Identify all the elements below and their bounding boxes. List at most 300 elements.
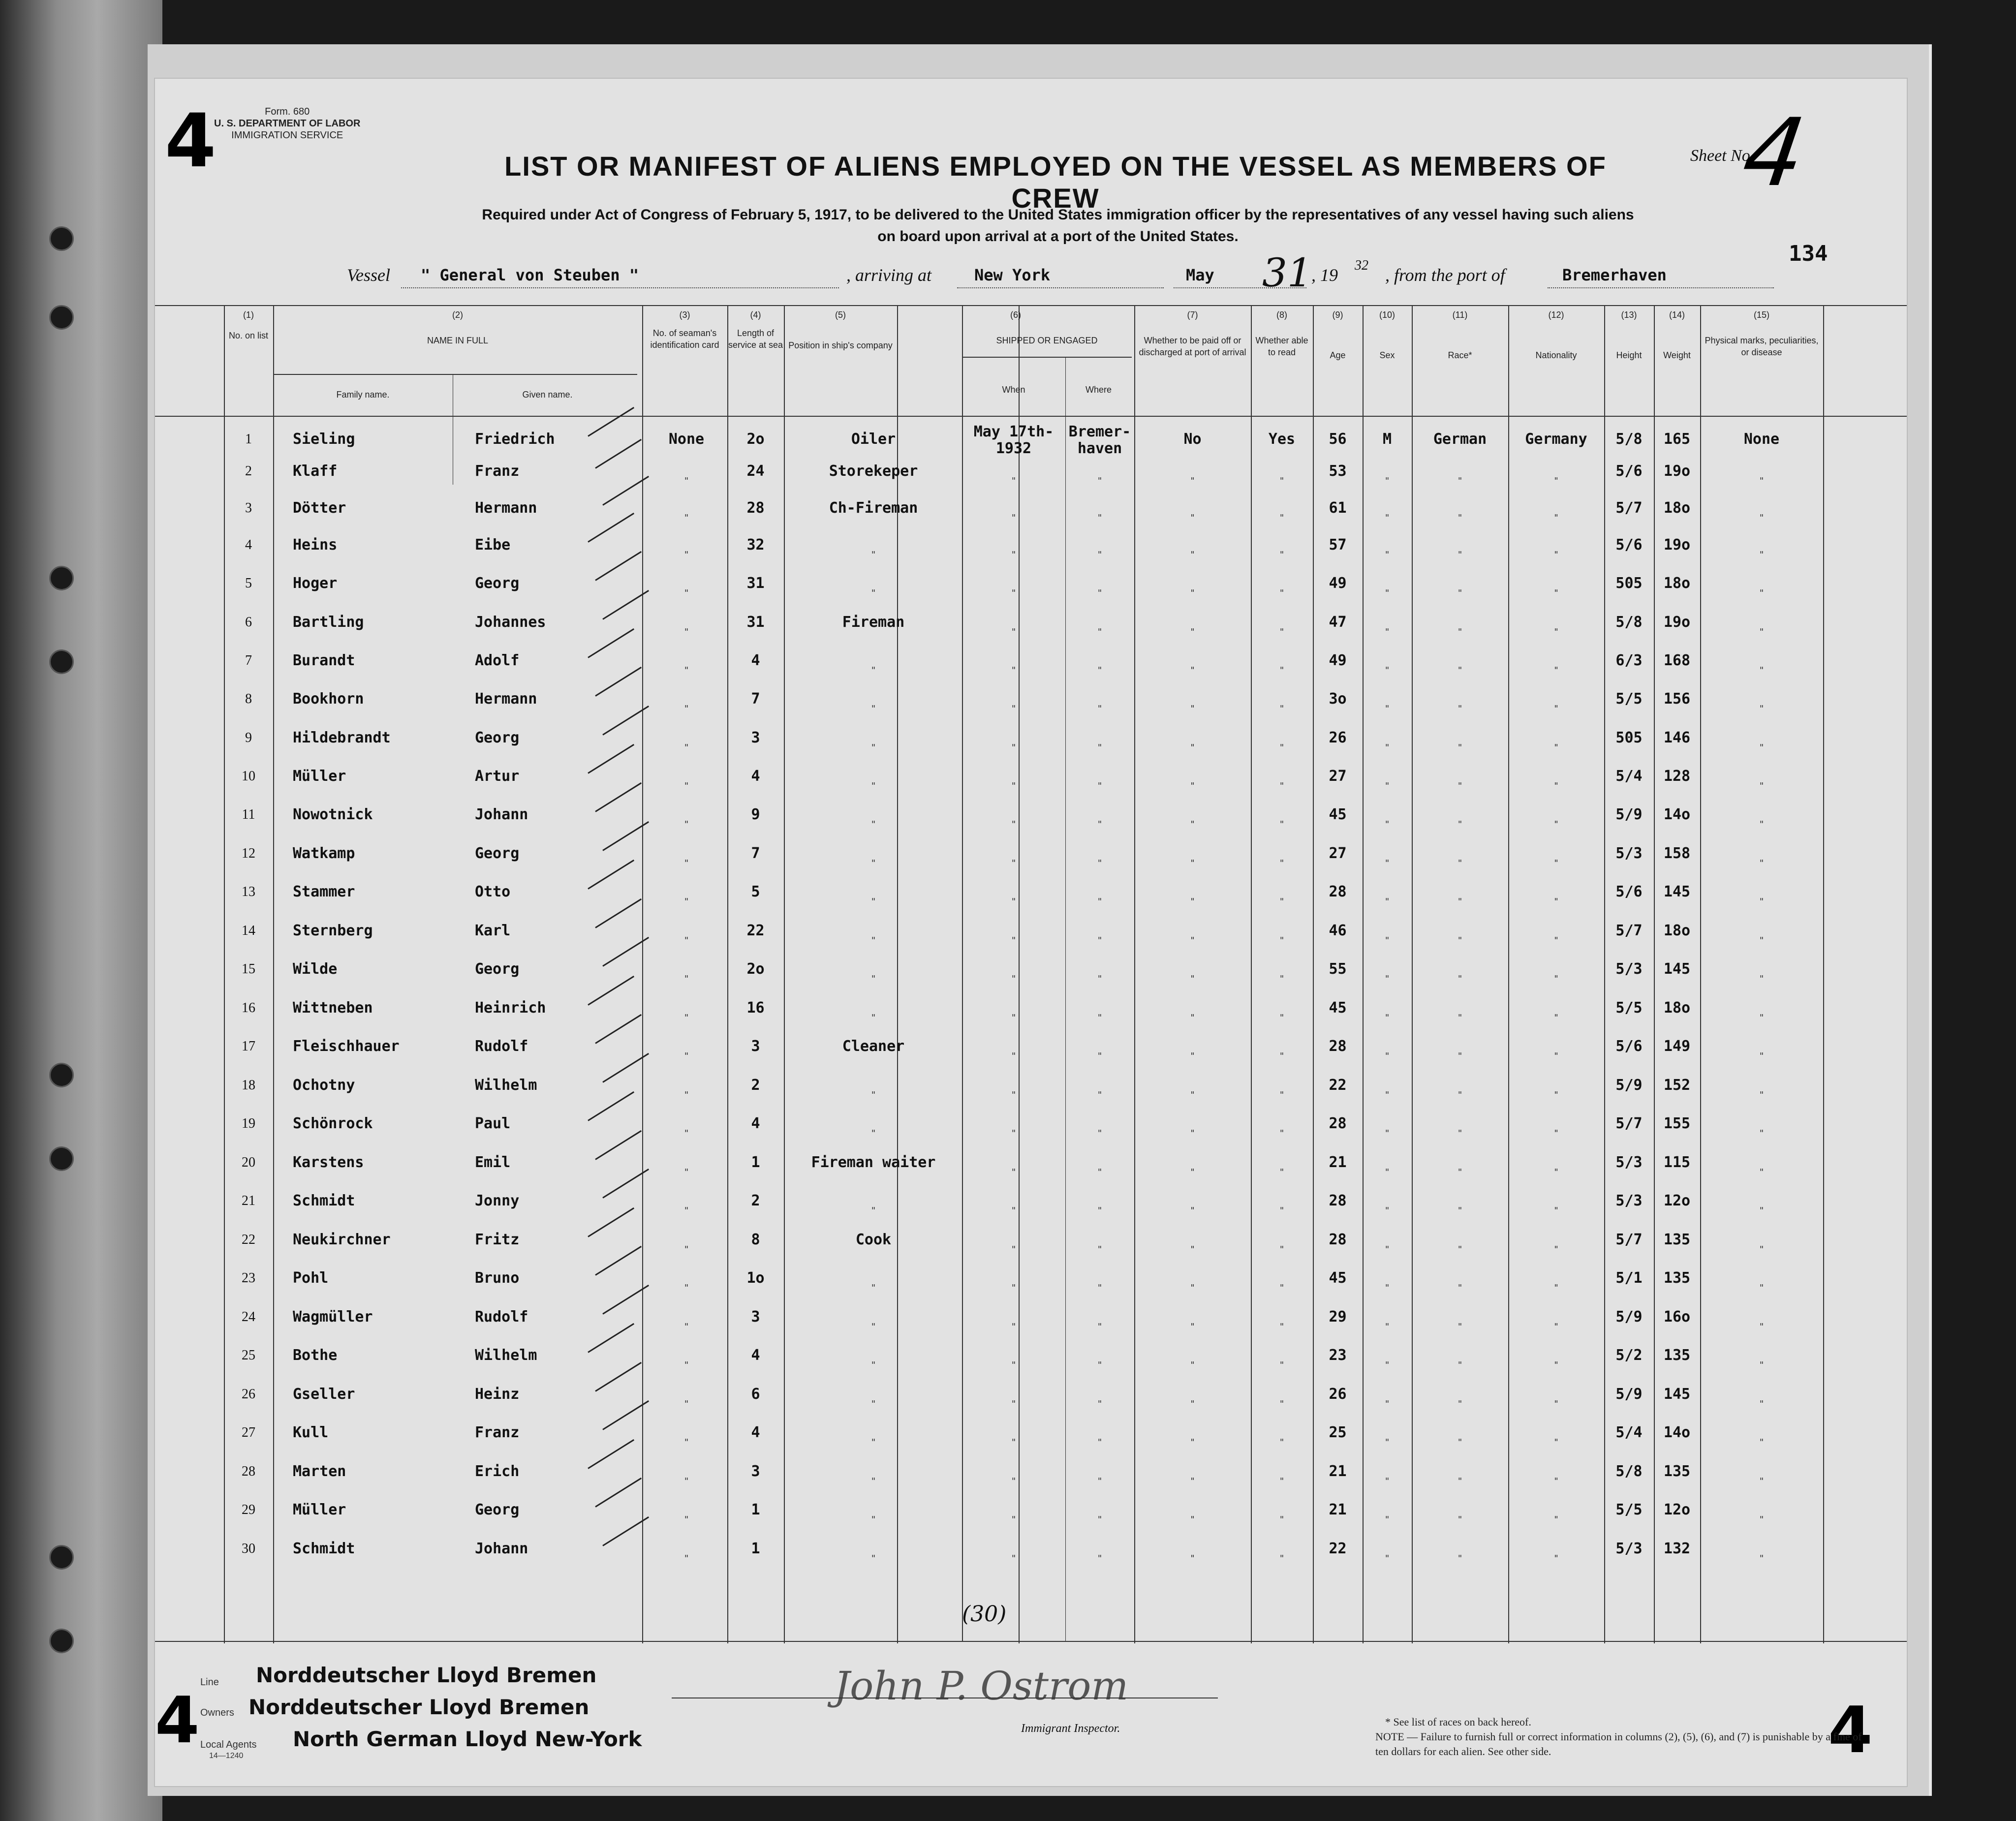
cell-shipped-when: ": [1011, 588, 1017, 598]
cell-length-of-service: 2: [751, 1192, 760, 1209]
cell-shipped-where: ": [1097, 974, 1103, 984]
table-row: [155, 1308, 1907, 1347]
cell-paid-off: ": [1190, 1360, 1195, 1370]
cell-weight: 168: [1663, 652, 1691, 669]
table-row: [155, 690, 1907, 729]
cell-nationality: ": [1553, 588, 1559, 598]
cell-race: ": [1457, 1205, 1463, 1216]
cell-family-name: Wilde: [293, 960, 338, 978]
cell-age: 28: [1329, 1231, 1347, 1248]
cell-row-number: 8: [245, 691, 252, 707]
cell-height: 5/6: [1615, 883, 1643, 900]
cell-race: ": [1457, 819, 1463, 830]
cell-sex: ": [1384, 974, 1390, 984]
cell-shipped-when: ": [1011, 1051, 1017, 1061]
cell-sex: ": [1384, 742, 1390, 753]
cell-paid-off: ": [1190, 1090, 1195, 1100]
cell-family-name: Stammer: [293, 883, 355, 900]
cell-physical-marks: ": [1759, 974, 1765, 984]
cell-length-of-service: 5: [751, 883, 760, 900]
cell-able-to-read: ": [1279, 1322, 1285, 1332]
col-physical: Physical marks, peculiarities, or disease: [1705, 336, 1819, 357]
cell-able-to-read: ": [1279, 935, 1285, 946]
cell-race: ": [1457, 1090, 1463, 1100]
cell-nationality: ": [1553, 665, 1559, 676]
cell-family-name: Schönrock: [293, 1115, 373, 1132]
cell-row-number: 9: [245, 730, 252, 745]
cell-nationality: ": [1553, 1322, 1559, 1332]
cell-physical-marks: ": [1759, 858, 1765, 868]
cell-sex: ": [1384, 1437, 1390, 1448]
owners-label: Owners: [200, 1707, 234, 1718]
cell-shipped-where: ": [1097, 1244, 1103, 1255]
punch-hole: [49, 1146, 74, 1171]
cell-nationality: ": [1553, 1553, 1559, 1564]
cell-shipped-where: ": [1097, 550, 1103, 560]
table-row: [155, 1540, 1907, 1578]
corner-number: 4: [165, 98, 217, 184]
cell-able-to-read: ": [1279, 742, 1285, 753]
cell-family-name: Nowotnick: [293, 806, 373, 823]
cell-race: ": [1457, 1553, 1463, 1564]
cell-row-number: 23: [242, 1270, 255, 1286]
cell-height: 5/4: [1615, 1424, 1643, 1441]
cell-nationality: ": [1553, 704, 1559, 714]
cell-position: ": [870, 704, 876, 714]
cell-seaman-id: ": [683, 1013, 689, 1023]
table-row: [155, 1038, 1907, 1076]
cell-able-to-read: ": [1279, 974, 1285, 984]
cell-position: ": [870, 1013, 876, 1023]
cell-length-of-service: 8: [751, 1231, 760, 1248]
penalty-note: NOTE — Failure to furnish full or correct information in columns (2), (5), (6), and (7) is punishable by a fine of ten dollars for each alien. See other side.: [1375, 1730, 1862, 1758]
cell-row-number: 29: [242, 1502, 255, 1517]
cell-physical-marks: ": [1759, 513, 1765, 523]
col-paid-off: Whether to be paid off or discharged at port of arrival: [1139, 336, 1246, 357]
cell-given-name: Bruno: [475, 1269, 520, 1287]
cell-race: ": [1457, 974, 1463, 984]
cell-height: 5/3: [1615, 960, 1643, 978]
col-num-14: (14): [1669, 310, 1685, 320]
cell-able-to-read: ": [1279, 513, 1285, 523]
cell-seaman-id: ": [683, 704, 689, 714]
cell-position: ": [870, 550, 876, 560]
cell-given-name: Wilhelm: [475, 1077, 537, 1094]
cell-able-to-read: ": [1279, 1514, 1285, 1525]
punch-hole: [49, 1063, 74, 1087]
table-row: [155, 1463, 1907, 1501]
cell-paid-off: ": [1190, 665, 1195, 676]
cell-seaman-id: ": [683, 1205, 689, 1216]
cell-given-name: Otto: [475, 883, 511, 900]
cell-row-number: 25: [242, 1348, 255, 1363]
cell-sex: ": [1384, 1476, 1390, 1486]
cell-race: ": [1457, 513, 1463, 523]
cell-physical-marks: ": [1759, 627, 1765, 637]
cell-given-name: Georg: [475, 845, 520, 862]
col-num-7: (7): [1187, 310, 1198, 320]
cell-sex: ": [1384, 858, 1390, 868]
cell-nationality: ": [1553, 1399, 1559, 1409]
cell-height: 5/3: [1615, 1154, 1643, 1171]
cell-paid-off: ": [1190, 1514, 1195, 1525]
cell-shipped-where: Bremer- haven: [1068, 423, 1131, 457]
cell-paid-off: ": [1190, 858, 1195, 868]
cell-length-of-service: 3: [751, 1463, 760, 1480]
cell-length-of-service: 1: [751, 1154, 760, 1171]
cell-length-of-service: 1: [751, 1540, 760, 1557]
cell-shipped-where: ": [1097, 819, 1103, 830]
col-position: Position in ship's company: [788, 340, 893, 350]
col-num-9: (9): [1332, 310, 1343, 320]
cell-able-to-read: ": [1279, 1167, 1285, 1177]
cell-position: ": [870, 896, 876, 907]
cell-seaman-id: ": [683, 550, 689, 560]
from-port-label: , from the port of: [1385, 265, 1505, 285]
cell-family-name: Schmidt: [293, 1540, 355, 1557]
col-num-12: (12): [1548, 310, 1564, 320]
table-row: [155, 1269, 1907, 1308]
cell-length-of-service: 4: [751, 768, 760, 785]
cell-shipped-where: ": [1097, 513, 1103, 523]
cell-able-to-read: ": [1279, 1283, 1285, 1293]
cell-sex: ": [1384, 1205, 1390, 1216]
cell-paid-off: ": [1190, 1205, 1195, 1216]
cell-shipped-when: ": [1011, 974, 1017, 984]
cell-race: ": [1457, 627, 1463, 637]
cell-age: 29: [1329, 1308, 1347, 1326]
cell-race: ": [1457, 1013, 1463, 1023]
vessel-line: [347, 250, 1774, 296]
cell-family-name: Pohl: [293, 1269, 329, 1287]
col-num-4: (4): [750, 310, 761, 320]
cell-row-number: 7: [245, 653, 252, 668]
cell-row-number: 3: [245, 500, 252, 516]
cell-shipped-when: ": [1011, 858, 1017, 868]
cell-shipped-where: ": [1097, 588, 1103, 598]
cell-family-name: Burandt: [293, 652, 355, 669]
cell-race: ": [1457, 935, 1463, 946]
cell-position: ": [870, 858, 876, 868]
cell-shipped-when: ": [1011, 476, 1017, 486]
cell-position: ": [870, 1514, 876, 1525]
cell-seaman-id: ": [683, 1167, 689, 1177]
cell-seaman-id: ": [683, 1128, 689, 1139]
cell-shipped-when: ": [1011, 1283, 1017, 1293]
cell-weight: 18o: [1663, 922, 1691, 939]
cell-seaman-id: ": [683, 1283, 689, 1293]
cell-age: 3o: [1329, 690, 1347, 708]
cell-sex: ": [1384, 1244, 1390, 1255]
cell-given-name: Georg: [475, 960, 520, 978]
cell-race: ": [1457, 1399, 1463, 1409]
cell-weight: 149: [1663, 1038, 1691, 1055]
table-row: [155, 1192, 1907, 1231]
cell-able-to-read: ": [1279, 781, 1285, 791]
cell-shipped-where: ": [1097, 1013, 1103, 1023]
cell-row-number: 12: [242, 846, 255, 861]
footer-note: [1375, 1715, 1877, 1759]
cell-position: ": [870, 1128, 876, 1139]
cell-seaman-id: ": [683, 588, 689, 598]
cell-position: ": [870, 781, 876, 791]
cell-height: 505: [1615, 575, 1643, 592]
cell-height: 5/8: [1615, 1463, 1643, 1480]
cell-physical-marks: ": [1759, 1322, 1765, 1332]
cell-height: 5/6: [1615, 536, 1643, 554]
cell-nationality: ": [1553, 935, 1559, 946]
col-weight: Weight: [1663, 350, 1691, 360]
cell-physical-marks: ": [1759, 550, 1765, 560]
cell-able-to-read: ": [1279, 1051, 1285, 1061]
cell-physical-marks: None: [1743, 431, 1780, 448]
col-num-15: (15): [1753, 310, 1769, 320]
cell-length-of-service: 32: [746, 536, 765, 554]
cell-physical-marks: ": [1759, 476, 1765, 486]
cell-given-name: Friedrich: [475, 431, 555, 448]
cell-race: ": [1457, 1514, 1463, 1525]
cell-family-name: Wittneben: [293, 999, 373, 1017]
cell-physical-marks: ": [1759, 1205, 1765, 1216]
cell-length-of-service: 7: [751, 690, 760, 708]
cell-shipped-where: ": [1097, 1322, 1103, 1332]
cell-sex: ": [1384, 588, 1390, 598]
cell-nationality: ": [1553, 627, 1559, 637]
cell-shipped-when: ": [1011, 1205, 1017, 1216]
punch-hole: [49, 305, 74, 330]
cell-row-number: 19: [242, 1116, 255, 1131]
cell-weight: 152: [1663, 1077, 1691, 1094]
cell-height: 5/1: [1615, 1269, 1643, 1287]
cell-position: Fireman waiter: [811, 1154, 936, 1171]
sheet-number-label: Sheet No.: [1690, 147, 1755, 165]
cell-shipped-where: ": [1097, 1553, 1103, 1564]
cell-paid-off: ": [1190, 1399, 1195, 1409]
cell-position: Oiler: [851, 431, 896, 448]
cell-weight: 145: [1663, 1386, 1691, 1403]
cell-nationality: ": [1553, 1128, 1559, 1139]
cell-able-to-read: ": [1279, 704, 1285, 714]
cell-family-name: Wagmüller: [293, 1308, 373, 1326]
cell-age: 49: [1329, 652, 1347, 669]
cell-able-to-read: ": [1279, 476, 1285, 486]
cell-position: Ch-Fireman: [829, 499, 918, 517]
cell-given-name: Heinz: [475, 1386, 520, 1403]
cell-paid-off: ": [1190, 1167, 1195, 1177]
cell-physical-marks: ": [1759, 1051, 1765, 1061]
cell-weight: 135: [1663, 1231, 1691, 1248]
col-where: Where: [1085, 385, 1112, 395]
cell-family-name: Karstens: [293, 1154, 364, 1171]
cell-length-of-service: 4: [751, 652, 760, 669]
cell-sex: ": [1384, 1283, 1390, 1293]
cell-seaman-id: ": [683, 858, 689, 868]
table-row: [155, 1077, 1907, 1115]
cell-able-to-read: ": [1279, 1205, 1285, 1216]
subtitle-line-2: on board upon arrival at a port of the United States.: [877, 228, 1239, 245]
cell-family-name: Watkamp: [293, 845, 355, 862]
cell-height: 5/7: [1615, 1231, 1643, 1248]
cell-row-number: 21: [242, 1193, 255, 1208]
cell-sex: ": [1384, 1399, 1390, 1409]
cell-physical-marks: ": [1759, 781, 1765, 791]
cell-row-number: 1: [245, 432, 252, 447]
cell-age: 28: [1329, 883, 1347, 900]
cell-physical-marks: ": [1759, 1283, 1765, 1293]
cell-able-to-read: ": [1279, 858, 1285, 868]
cell-seaman-id: ": [683, 742, 689, 753]
cell-height: 5/9: [1615, 1077, 1643, 1094]
table-row: [155, 463, 1907, 501]
cell-height: 5/8: [1615, 431, 1643, 448]
cell-race: ": [1457, 476, 1463, 486]
cell-weight: 19o: [1663, 614, 1691, 631]
cell-seaman-id: ": [683, 819, 689, 830]
cell-length-of-service: 4: [751, 1347, 760, 1364]
cell-nationality: ": [1553, 974, 1559, 984]
cell-nationality: ": [1553, 1283, 1559, 1293]
table-row: [155, 999, 1907, 1038]
cell-able-to-read: ": [1279, 665, 1285, 676]
owners-value: Norddeutscher Lloyd Bremen: [248, 1695, 589, 1719]
table-row: [155, 1386, 1907, 1424]
punch-hole: [49, 649, 74, 674]
cell-family-name: Sternberg: [293, 922, 373, 939]
cell-weight: 18o: [1663, 575, 1691, 592]
footer-corner-number-right: 4: [1828, 1693, 1873, 1767]
cell-paid-off: ": [1190, 1322, 1195, 1332]
cell-shipped-where: ": [1097, 1128, 1103, 1139]
cell-row-number: 16: [242, 1000, 255, 1016]
cell-race: ": [1457, 1244, 1463, 1255]
col-length-service: Length of service at sea: [728, 328, 783, 350]
cell-given-name: Franz: [475, 1424, 520, 1441]
cell-family-name: Fleischhauer: [293, 1038, 400, 1055]
table-row: [155, 499, 1907, 538]
punch-hole: [49, 566, 74, 590]
cell-length-of-service: 2o: [746, 960, 765, 978]
cell-family-name: Hildebrandt: [293, 729, 391, 746]
cell-position: ": [870, 1399, 876, 1409]
sheet-id: 134: [1789, 241, 1828, 266]
cell-position: Cleaner: [842, 1038, 905, 1055]
cell-race: ": [1457, 896, 1463, 907]
cell-position: Fireman: [842, 614, 905, 631]
cell-seaman-id: ": [683, 1399, 689, 1409]
cell-seaman-id: ": [683, 974, 689, 984]
cell-nationality: ": [1553, 1437, 1559, 1448]
cell-height: 5/5: [1615, 999, 1643, 1017]
cell-shipped-where: ": [1097, 858, 1103, 868]
cell-nationality: ": [1553, 476, 1559, 486]
cell-age: 28: [1329, 1192, 1347, 1209]
cell-given-name: Georg: [475, 1501, 520, 1518]
cell-seaman-id: ": [683, 665, 689, 676]
cell-able-to-read: ": [1279, 1090, 1285, 1100]
cell-weight: 18o: [1663, 999, 1691, 1017]
cell-length-of-service: 6: [751, 1386, 760, 1403]
cell-age: 45: [1329, 1269, 1347, 1287]
cell-seaman-id: ": [683, 1437, 689, 1448]
cell-row-number: 10: [242, 769, 255, 784]
cell-given-name: Adolf: [475, 652, 520, 669]
col-num-8: (8): [1276, 310, 1287, 320]
cell-shipped-where: ": [1097, 1437, 1103, 1448]
cell-shipped-where: ": [1097, 476, 1103, 486]
cell-given-name: Georg: [475, 729, 520, 746]
cell-given-name: Rudolf: [475, 1038, 528, 1055]
cell-shipped-when: ": [1011, 550, 1017, 560]
cell-given-name: Artur: [475, 768, 520, 785]
cell-row-number: 13: [242, 884, 255, 899]
cell-position: Storekeper: [829, 463, 918, 480]
cell-shipped-where: ": [1097, 896, 1103, 907]
cell-weight: 145: [1663, 883, 1691, 900]
cell-row-number: 17: [242, 1039, 255, 1054]
cell-given-name: Johann: [475, 1540, 528, 1557]
cell-age: 21: [1329, 1154, 1347, 1171]
cell-row-number: 28: [242, 1464, 255, 1479]
cell-length-of-service: 28: [746, 499, 765, 517]
cell-shipped-when: ": [1011, 1322, 1017, 1332]
cell-length-of-service: 31: [746, 575, 765, 592]
table-row: [155, 1154, 1907, 1192]
cell-family-name: Marten: [293, 1463, 346, 1480]
cell-weight: 135: [1663, 1347, 1691, 1364]
cell-row-number: 26: [242, 1387, 255, 1402]
cell-paid-off: ": [1190, 1553, 1195, 1564]
cell-shipped-when: ": [1011, 819, 1017, 830]
cell-race: ": [1457, 1128, 1463, 1139]
cell-race: German: [1433, 431, 1487, 448]
cell-weight: 16o: [1663, 1308, 1691, 1326]
cell-seaman-id: ": [683, 1090, 689, 1100]
col-num-13: (13): [1621, 310, 1637, 320]
cell-seaman-id: ": [683, 896, 689, 907]
cell-shipped-when: ": [1011, 1167, 1017, 1177]
cell-family-name: Bartling: [293, 614, 364, 631]
table-row: [155, 1115, 1907, 1153]
cell-seaman-id: ": [683, 1322, 689, 1332]
cell-weight: 115: [1663, 1154, 1691, 1171]
cell-sex: ": [1384, 1051, 1390, 1061]
cell-weight: 19o: [1663, 463, 1691, 480]
cell-length-of-service: 3: [751, 1038, 760, 1055]
cell-length-of-service: 31: [746, 614, 765, 631]
cell-weight: 12o: [1663, 1192, 1691, 1209]
cell-physical-marks: ": [1759, 1553, 1765, 1564]
cell-physical-marks: ": [1759, 704, 1765, 714]
cell-able-to-read: ": [1279, 550, 1285, 560]
cell-nationality: ": [1553, 819, 1559, 830]
col-num-10: (10): [1379, 310, 1395, 320]
cell-sex: ": [1384, 1090, 1390, 1100]
cell-position: ": [870, 1090, 876, 1100]
col-able-read: Whether able to read: [1255, 336, 1308, 357]
cell-family-name: Schmidt: [293, 1192, 355, 1209]
cell-age: 27: [1329, 768, 1347, 785]
cell-sex: ": [1384, 935, 1390, 946]
cell-height: 5/3: [1615, 845, 1643, 862]
cell-height: 5/6: [1615, 463, 1643, 480]
cell-position: ": [870, 1360, 876, 1370]
cell-age: 21: [1329, 1463, 1347, 1480]
cell-sex: ": [1384, 550, 1390, 560]
cell-nationality: Germany: [1525, 431, 1587, 448]
table-row: [155, 1501, 1907, 1540]
cell-row-number: 15: [242, 961, 255, 977]
cell-race: ": [1457, 1051, 1463, 1061]
